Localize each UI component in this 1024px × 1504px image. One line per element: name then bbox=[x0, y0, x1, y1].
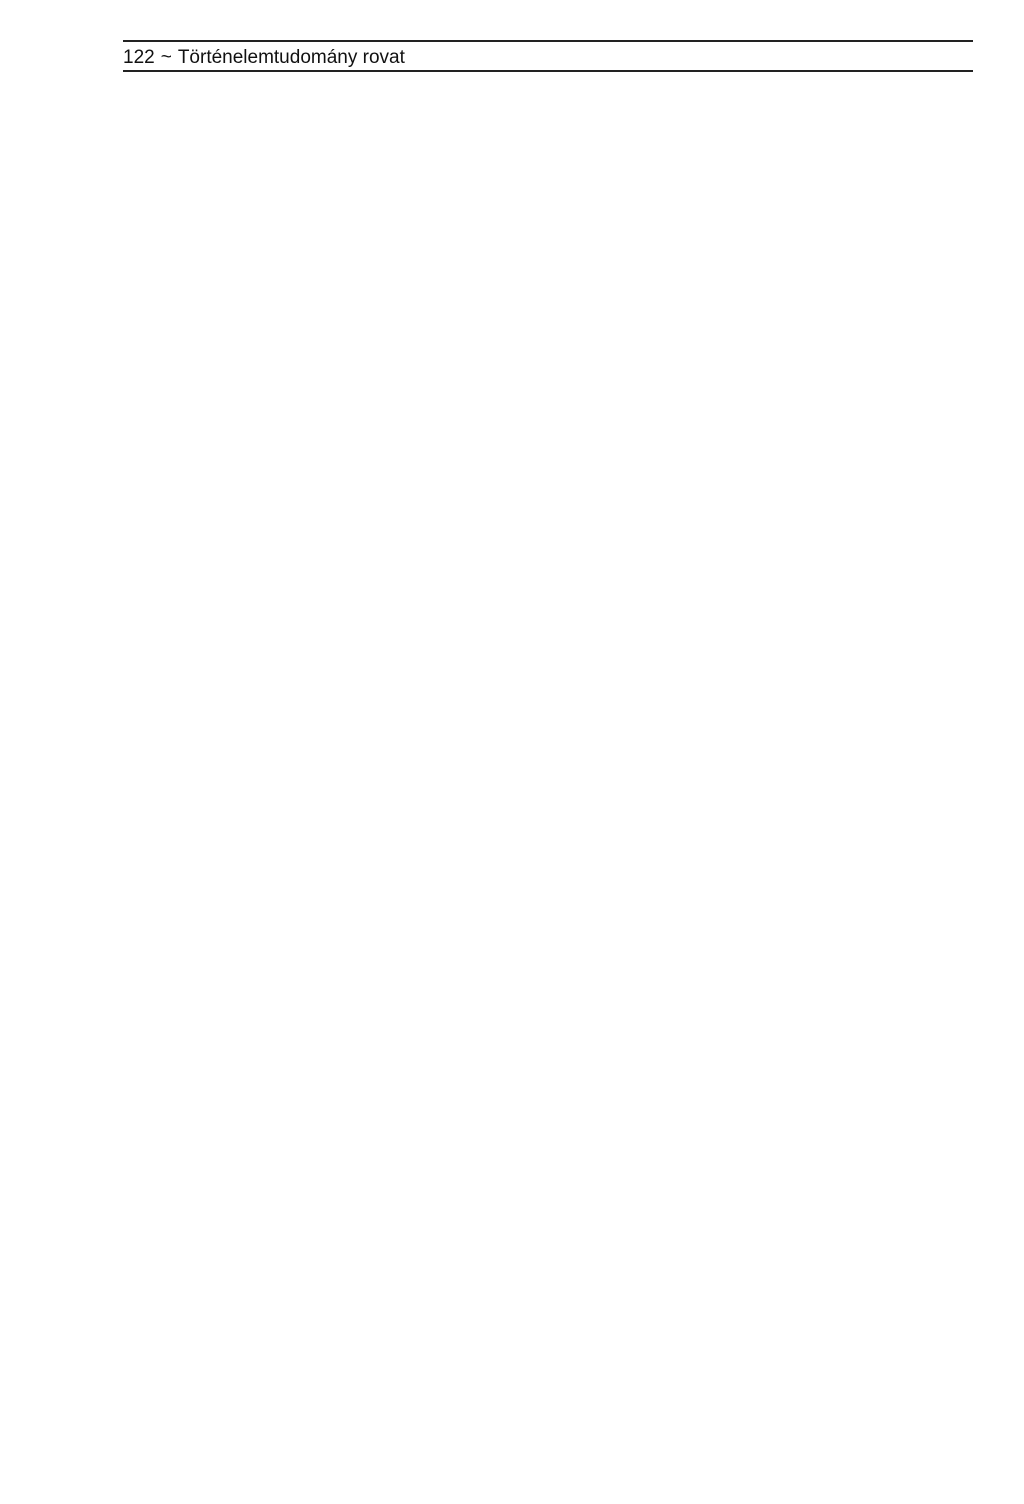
section-title: Történelemtudomány rovat bbox=[177, 47, 405, 68]
header-rule bbox=[123, 70, 973, 72]
header-separator: ~ bbox=[160, 47, 172, 68]
running-header bbox=[123, 40, 973, 70]
page-number: 122 bbox=[123, 47, 155, 68]
